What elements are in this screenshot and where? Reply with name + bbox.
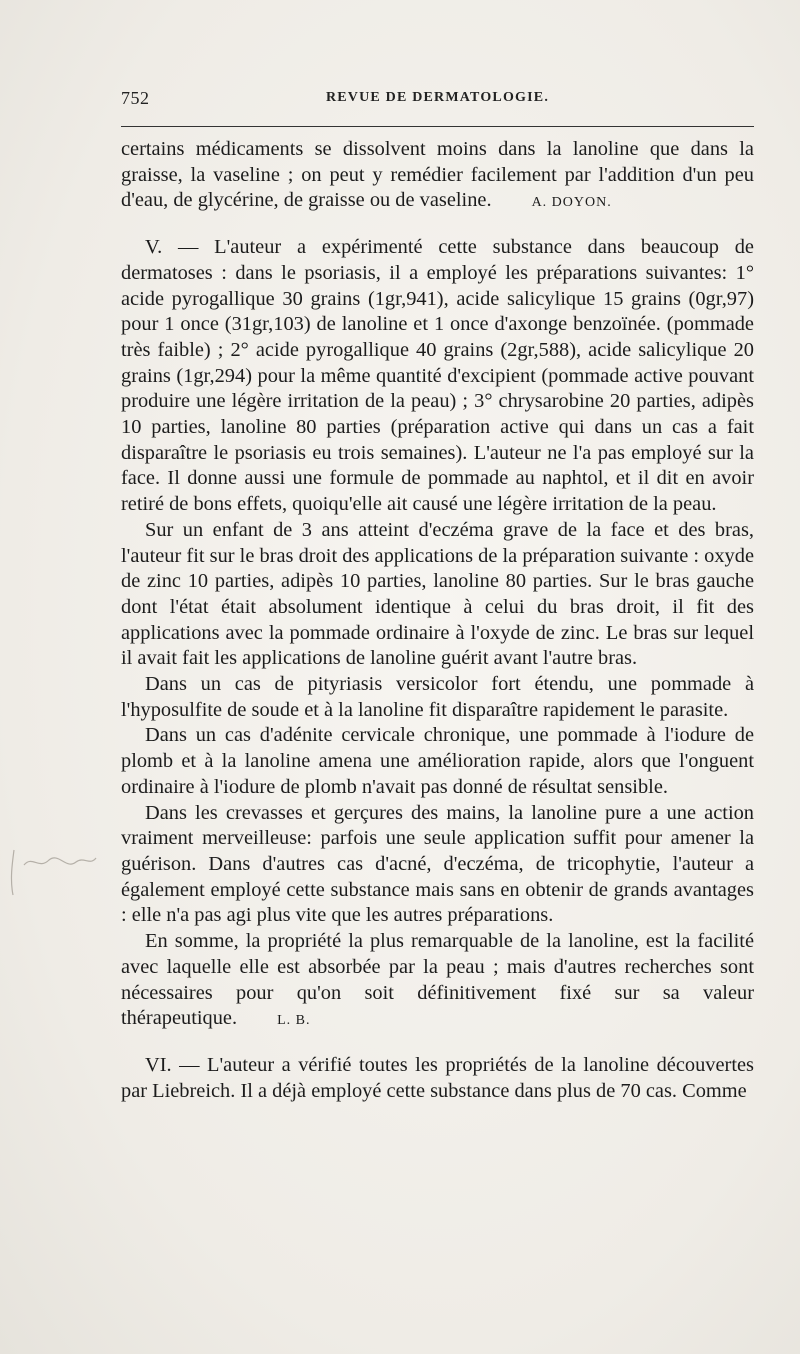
signature: A. DOYON. <box>531 195 612 211</box>
paragraph <box>121 929 754 1034</box>
paragraph-text: Dans les crevasses et gerçures des mains, la lanoline pure a une action vraiment merveilleuse: parfois une seule application suffit pour amener la guérison. Dans d'autres cas d'acné, d'eczéma, de tricophytie, l'auteur a également employé cette substance mais sans en obtenir de grands avantages : elle n'a pas agi plus vite que les autres préparations. <box>121 801 754 927</box>
paragraph <box>121 801 754 930</box>
paragraph-text: En somme, la propriété la plus remarquable de la lanoline, est la facilité avec laquelle elle est absorbée par la peau ; mais d'autres recherches sont nécessaires pour qu'on soit définitivement fixé sur sa valeur thérapeutique. <box>121 930 754 1030</box>
paragraph-text: Dans un cas de pityriasis versicolor fort étendu, une pommade à l'hyposulfite de soude et à la lanoline fit disparaître rapidement le parasite. <box>121 673 754 721</box>
handwritten-margin-mark <box>4 840 104 900</box>
paragraph-text: Dans un cas d'adénite cervicale chronique, une pommade à l'iodure de plomb et à la lanoline amena une amélioration rapide, alors que l'onguent ordinaire à l'iodure de plomb n'avait pas donné de résultat sensible. <box>121 724 754 798</box>
signature: L. B. <box>277 1013 311 1029</box>
running-header <box>121 88 754 114</box>
paragraph <box>121 723 754 800</box>
paragraph-text: VI. — L'auteur a vérifié toutes les propriétés de la lanoline découvertes par Liebreich. Il a déjà employé cette substance dans plus de 70 cas. Comme <box>121 1053 754 1102</box>
paragraph-text: Sur un enfant de 3 ans atteint d'eczéma grave de la face et des bras, l'auteur fit sur le bras droit des applications de la préparation suivante : oxyde de zinc 10 parties, adipès 10 parties, lanoline 80 parties. Sur le bras gauche dont l'état était absolument identique à celui du bras droit, il fit des applications avec la pommade ordinaire à l'oxyde de zinc. Le bras sur lequel il avait fait les applications de lanoline guérit avant l'autre bras. <box>121 518 754 670</box>
paragraph-text: V. — L'auteur a expérimenté cette substance dans beaucoup de dermatoses : dans le psoriasis, il a employé les préparations suivantes: 1° acide pyrogallique 30 grains (1gr,941), acide salicylique 15 grains (0gr,97) pour 1 once (31gr,103) de lanoline et 1 once d'axonge benzoïnée. (pommade très faible) ; 2° acide pyrogallique 40 grains (2gr,588), acide salicylique 20 grains (1gr,294) pour la même quantité d'excipient (pommade active pouvant produire une légère irritation de la peau) ; 3° chrysarobine 20 parties, adipès 10 parties, lanoline 80 parties (préparation active qui dans un cas a fait disparaître le psoriasis eu trois semaines). L'auteur ne l'a pas employé sur la face. Il donne aussi une formule de pommade au naphtol, et il dit en avoir retiré de bons effets, quoiqu'elle ait causé une légère irritation de la peau. <box>121 236 754 516</box>
running-title: REVUE DE DERMATOLOGIE. <box>325 90 550 105</box>
paragraph <box>121 1053 754 1104</box>
paragraph <box>121 672 754 723</box>
paragraph <box>121 235 754 518</box>
paragraph-text: certains médicaments se dissolvent moins dans la lanoline que dans la graisse, la vaseline ; on peut y remédier facilement par l'addition d'un peu d'eau, de glycérine, de graisse ou de vaseline. <box>121 138 754 212</box>
header-rule <box>121 126 754 127</box>
paragraph <box>121 137 754 216</box>
paragraph <box>121 518 754 672</box>
page-number: 752 <box>121 88 150 108</box>
article-body <box>121 137 754 1104</box>
